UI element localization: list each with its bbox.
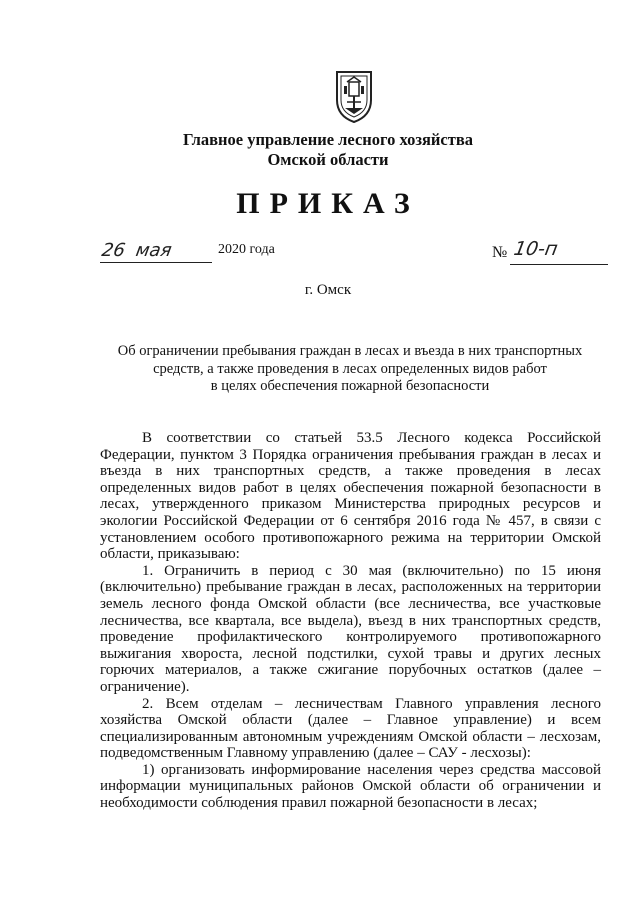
order-number-value: 10-п [512,238,560,260]
date-number-row [100,238,620,266]
body-paragraph: 1. Ограничить в период с 30 мая (включительно) по 15 июня (включительно) пребывание граждан в лесах, расположенных на территории земель лесного фонда Омской области (все лесничества, все участковые лесничества, все квартала, все выдела), въезд в них транспортных средств, проведение профилактического контролируемого противопожарного выжигания хвороста, лесной подстилки, сухой травы и других лесных горючих материалов, а также сжигание порубочных остатков (далее – ограничение). [100,562,601,695]
order-date-month: мая [134,240,174,261]
order-date-year: 2020 года [218,242,275,257]
order-title: ПРИКАЗ [236,187,420,220]
organization-name-line2: Омской области [267,150,389,169]
order-subject [100,343,600,396]
omsk-coat-of-arms-icon [333,70,375,124]
organization-name-line1: Главное управление лесного хозяйства [182,130,474,149]
city: г. Омск [304,282,352,298]
order-number-label: № [492,244,508,261]
subject-line: Об ограничении пребывания граждан в лесах и въезда в них транспортных [117,343,583,359]
order-body [100,430,601,812]
subject-line: средств, а также проведения в лесах определенных видов работ [153,360,547,377]
subject-line: в целях обеспечения пожарной безопасности [210,378,490,394]
body-paragraph: В соответствии со статьей 53.5 Лесного кодекса Российской Федерации, пунктом 3 Порядка ограничения пребывания граждан в лесах и въезда в них транспортных средств, а также проведения в лесах определенных видов работ в целях обеспечения пожарной безопасности в лесах, утвержденного приказом Министерства природных ресурсов и экологии Российской Федерации от 6 сентября 2016 года № 457, в связи с установлением особого противопожарного режима на территории Омской области, приказываю: [100,430,601,563]
body-paragraph: 2. Всем отделам – лесничествам Главного управления лесного хозяйства Омской области (далее – Главное управление) и всем специализированным автономным учреждениям Омской области – лесхозам, подведомственным Главному управлению (далее – САУ - лесхозы): [100,695,601,762]
order-date-day: 26 [100,240,127,261]
date-underline [100,262,212,263]
number-underline [510,264,608,265]
body-paragraph: 1) организовать информирование населения через средства массовой информации муниципальных районов Омской области об ограничении и необходимости соблюдения правил пожарной безопасности в лесах; [100,761,601,812]
